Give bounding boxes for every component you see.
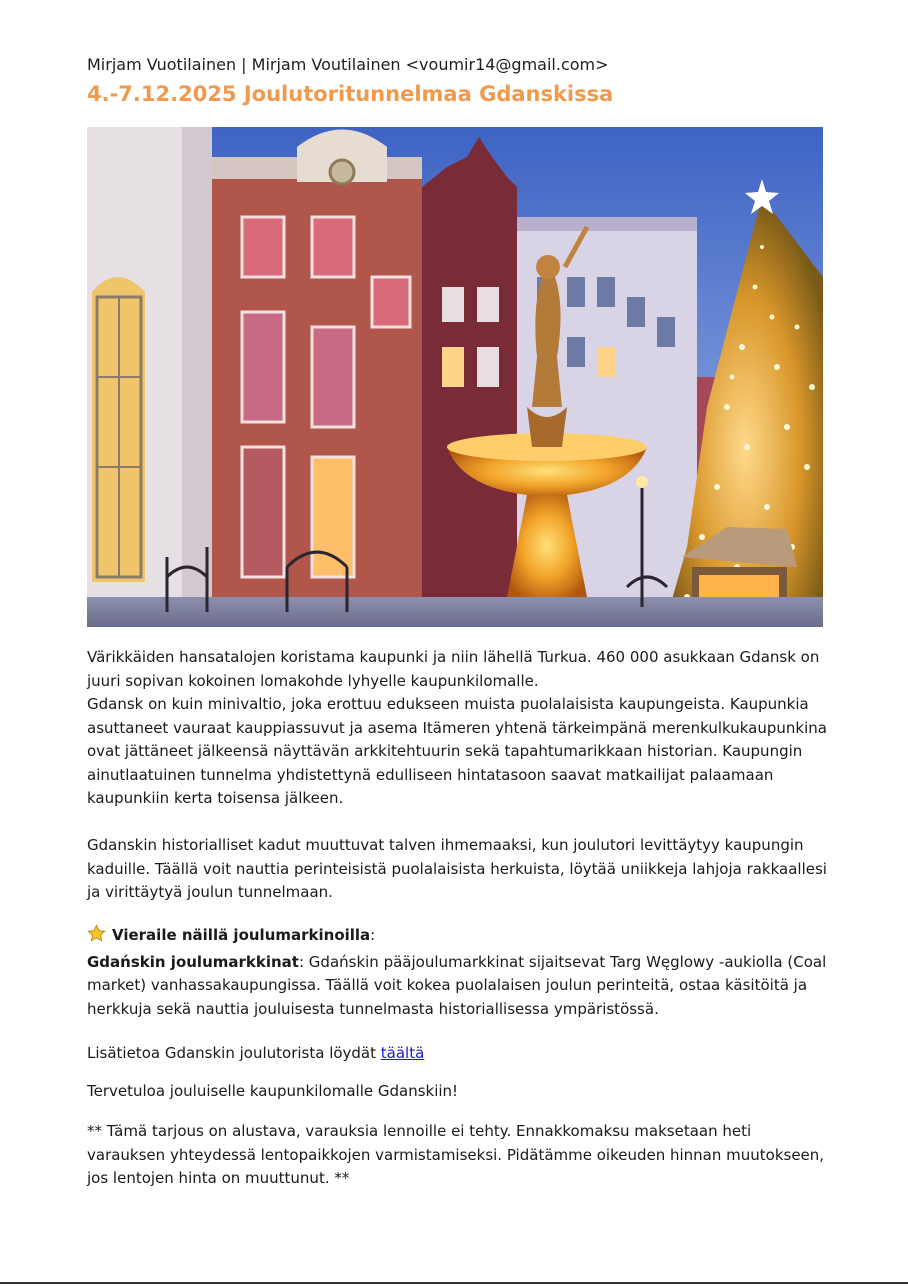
star-icon — [87, 924, 106, 951]
more-info-line — [87, 1042, 827, 1066]
disclaimer: ** Tämä tarjous on alustava, varauksia lennoille ei tehty. Ennakkomaksu maksetaan heti varauksen yhteydessä lentopaikkojen varmistamiseksi. Pidätämme oikeuden hinnan muutokseen, jos lentojen hinta on muuttunut. ** — [87, 1122, 825, 1187]
intro-line-1: Värikkäiden hansatalojen koristama kaupunki ja niin lähellä Turkua. 460 000 asukkaan Gdansk on juuri sopivan kokoinen lomakohde lyhyelle kaupunkilomalle. — [87, 648, 820, 690]
markets-section — [87, 924, 827, 1021]
more-info-link[interactable]: täältä — [380, 1044, 425, 1062]
hero-image — [87, 127, 823, 627]
market-description: Gdańskin pääjoulumarkkinat sijaitsevat Targ Węglowy -aukiolla (Coal market) vanhassakaupungissa. Täällä voit kokea puolalaisen joulun perinteitä, ostaa käsitöitä ja herkkuja sekä nauttia jouluisesta tunnelmasta historiallisessa ympäristössä. — [87, 952, 827, 1018]
page-divider — [0, 1282, 908, 1284]
market-colon: : — [298, 952, 305, 971]
gdansk-christmas-market-photo — [87, 127, 823, 627]
winter-paragraph: Gdanskin historialliset kadut muuttuvat talven ihmemaaksi, kun joulutori levittäytyy kaupungin kaduille. Täällä voit nauttia perinteisistä puolalaisista herkuista, löytää uniikkeja lahjoja rakkaallesi ja virittäytyä joulun tunnelmaan. — [87, 836, 827, 901]
intro-line-2: Gdansk on kuin minivaltio, joka erottuu edukseen muista puolalaisista kaupungeista. Kaupunkia asuttaneet vauraat kauppiassuvut ja asema Itämeren yhtenä tärkeimpänä merenkulkukaupunkina ovat jättäneet jälkeensä näyttävän arkkitehtuurin sekä tapahtumarikkaan historian. Kaupungin ainutlaatuinen tunnelma yhdistettynä edulliseen hintatasoon saavat matkailijat palaamaan kaupunkiin kerta toisensa jälkeen. — [87, 695, 827, 807]
intro-paragraph — [87, 646, 827, 811]
email-sender: Mirjam Vuotilainen | Mirjam Voutilainen <voumir14@gmail.com> — [87, 55, 609, 74]
markets-heading-row — [87, 924, 827, 951]
markets-heading-colon: : — [370, 926, 376, 944]
market-name: Gdańskin joulumarkkinat — [87, 952, 299, 971]
market-entry — [87, 951, 827, 1022]
page-title: 4.-7.12.2025 Joulutoritunnelmaa Gdanskissa — [87, 82, 614, 106]
welcome-line: Tervetuloa jouluiselle kaupunkilomalle Gdanskiin! — [87, 1082, 459, 1100]
more-info-text: Lisätietoa Gdanskin joulutorista löydät — [87, 1044, 381, 1062]
markets-heading: Vieraile näillä joulumarkinoilla — [112, 926, 371, 944]
